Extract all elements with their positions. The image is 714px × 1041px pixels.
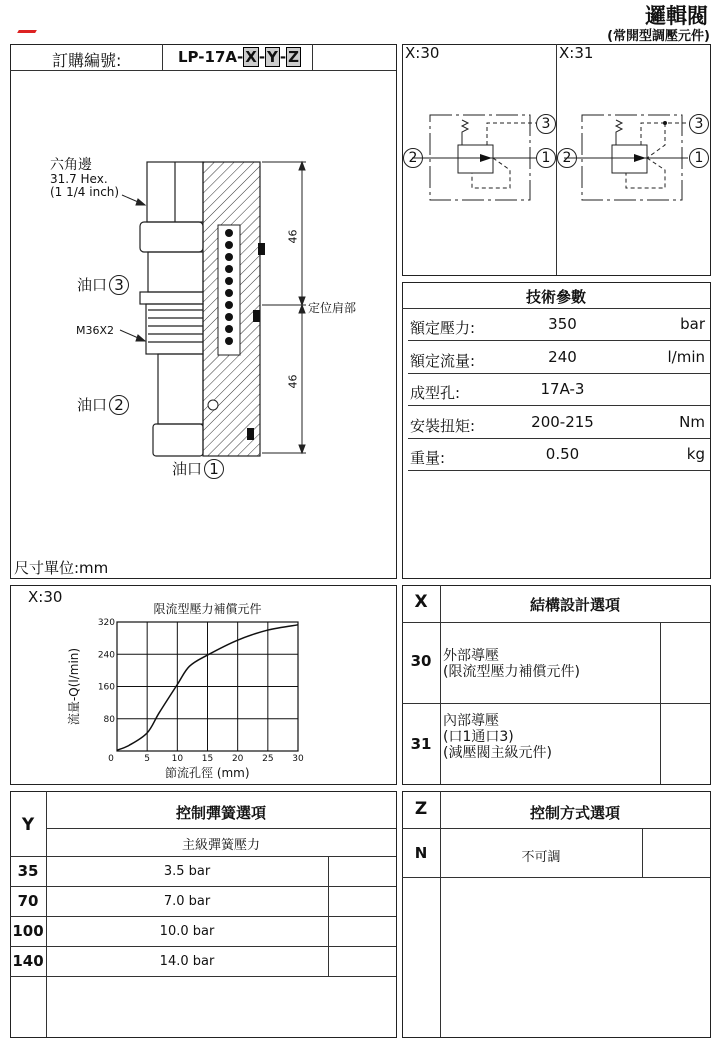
tech-value: 240	[548, 347, 577, 366]
tech-unit: kg	[686, 445, 705, 463]
tech-value: 200-215	[531, 412, 594, 431]
tech-row-divider	[408, 373, 710, 374]
sym-port-3-a: 3	[536, 114, 556, 134]
units-note: 尺寸單位:mm	[14, 559, 109, 577]
y-tick-label: 320	[97, 618, 115, 628]
z-option-code-n: N	[414, 844, 428, 862]
z-options-title: 控制方式選項	[529, 804, 620, 822]
y-row-divider	[10, 976, 396, 977]
x-tick-label: 0	[108, 754, 114, 764]
tech-row-divider	[408, 470, 710, 471]
order-label: 訂購編號:	[52, 51, 122, 70]
tech-value: 17A-3	[540, 380, 585, 398]
y-code-header: Y	[21, 815, 35, 835]
y-option-value: 14.0 bar	[159, 954, 215, 969]
tech-row-divider	[408, 405, 710, 406]
page-title: 邏輯閥	[645, 4, 708, 28]
tech-label: 額定流量:	[410, 351, 476, 370]
x-tick-label: 10	[171, 754, 184, 764]
tech-unit: Nm	[679, 412, 705, 431]
page-subtitle: (常開型調壓元件)	[607, 29, 710, 44]
chart-xlabel: 節流孔徑 (mm)	[165, 766, 250, 780]
thread-label: M36X2	[76, 324, 115, 337]
chart-title: 限流型壓力補償元件	[153, 602, 262, 616]
sym-port-2-a: 2	[403, 148, 423, 168]
y-option-value: 3.5 bar	[163, 864, 211, 879]
y-tick-label: 240	[97, 650, 115, 661]
y-tick-label: 80	[103, 714, 115, 725]
x-tick-label: 5	[144, 754, 151, 764]
z-option-value-n: 不可調	[521, 850, 561, 865]
tech-value: 350	[548, 315, 577, 333]
symbol-label-31: X:31	[559, 44, 594, 62]
x-options-title: 結構設計選項	[529, 596, 620, 614]
sym-port-3-b: 3	[689, 114, 709, 134]
tech-label: 重量:	[410, 449, 446, 467]
x-tick-label: 25	[262, 754, 274, 764]
sym-port-2-b: 2	[557, 148, 577, 168]
z-code-header: Z	[414, 799, 428, 819]
y-option-value: 7.0 bar	[163, 894, 211, 909]
flow-chart	[0, 0, 400, 790]
sym-port-1-a: 1	[536, 148, 556, 168]
symbol-label-30: X:30	[405, 44, 440, 62]
dim-upper: 46	[286, 229, 300, 244]
hydraulic-symbols	[400, 80, 714, 210]
y-options-subtitle: 主級彈簧壓力	[181, 838, 260, 853]
hex-label: 六角邊 31.7 Hex. (1 1/4 inch)	[50, 157, 120, 199]
dim-lower: 46	[286, 374, 300, 389]
port2-label: 油口 2	[77, 394, 129, 415]
tech-row-divider	[408, 340, 710, 341]
x-option-code-31: 31	[410, 735, 432, 753]
chart-ylabel: 流量-Q(l/min)	[67, 647, 82, 726]
x-option-code-30: 30	[410, 652, 432, 670]
shoulder-label: 定位肩部	[308, 301, 357, 315]
x-option-desc-30: 外部導壓 (限流型壓力補償元件)	[443, 648, 580, 680]
x-tick-label: 30	[292, 754, 304, 764]
y-option-value: 10.0 bar	[159, 924, 215, 939]
sym-port-1-b: 1	[689, 148, 709, 168]
y-row-divider	[10, 886, 396, 887]
y-option-code: 140	[12, 952, 44, 970]
y-option-code: 70	[17, 892, 39, 910]
tech-value: 0.50	[545, 445, 580, 463]
tech-unit: l/min	[667, 347, 705, 366]
chart-panel-label: X:30	[28, 588, 63, 606]
y-tick-label: 160	[97, 682, 115, 693]
order-code: LP-17A- X - Y - Z	[178, 48, 300, 66]
port3-label: 油口 3	[77, 274, 129, 295]
tech-unit: bar	[680, 315, 705, 333]
y-option-code: 100	[12, 922, 44, 940]
tech-row-divider	[408, 438, 710, 439]
x-option-desc-31: 內部導壓 (口1通口3) (減壓閥主級元件)	[443, 713, 552, 761]
x-tick-label: 20	[231, 754, 244, 764]
y-option-code: 35	[17, 862, 39, 880]
y-options-title: 控制彈簧選項	[175, 804, 266, 822]
x-code-header: X	[414, 592, 428, 612]
y-row-divider	[10, 916, 396, 917]
x-tick-label: 15	[201, 754, 214, 764]
tech-title: 技術參數	[525, 288, 586, 306]
tech-label: 安裝扭矩:	[410, 416, 476, 435]
port1-label: 油口 1	[172, 458, 224, 479]
y-row-divider	[10, 946, 396, 947]
tech-label: 額定壓力:	[410, 319, 476, 337]
tech-label: 成型孔:	[410, 384, 461, 402]
